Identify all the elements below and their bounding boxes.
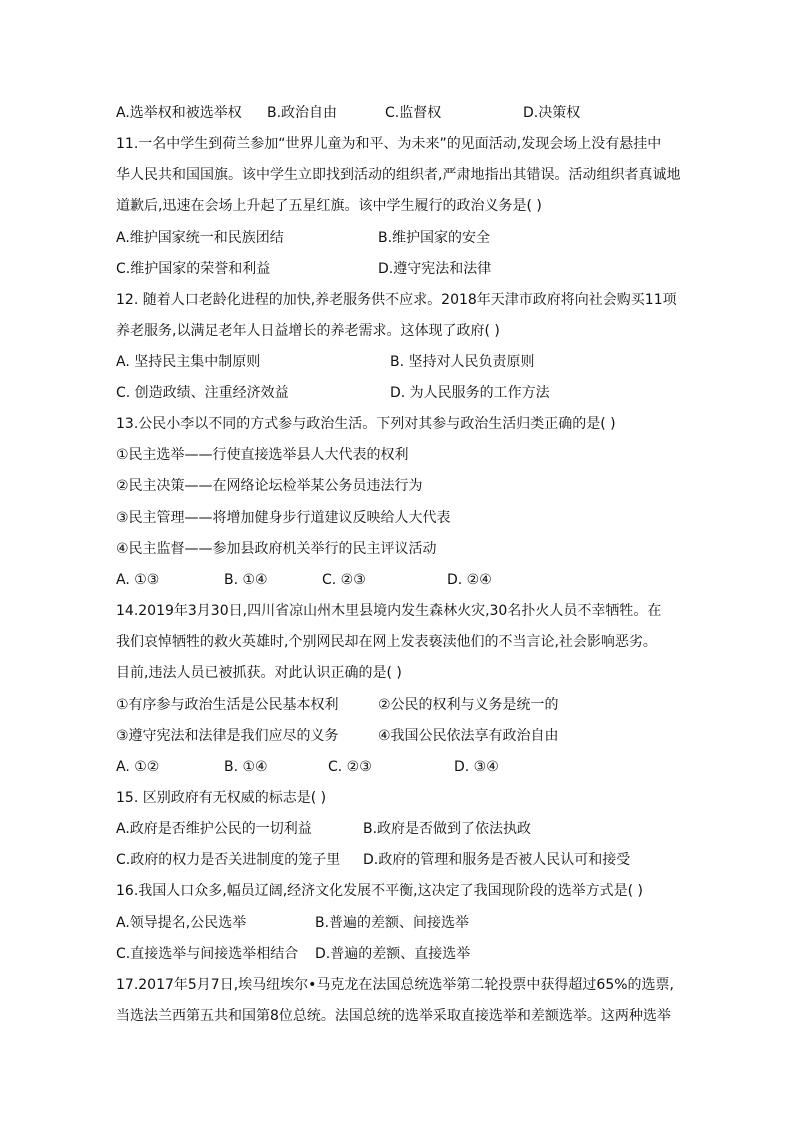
q10-option-b: B.政治自由 [267,105,338,121]
q11-stem-line-2: 华人民共和国国旗。该中学生立即找到活动的组织者,严肃地指出其错误。活动组织者真诚地 [116,167,681,183]
q14-item-4: ④我国公民依法享有政治自由 [378,728,559,744]
q12-stem-line-1: 12. 随着人口老龄化进程的加快,养老服务供不应求。2018年天津市政府将向社会购买11项 [116,292,677,308]
q14-option-a: A. ①② [116,759,160,775]
q13-option-c: C. ②③ [322,572,366,588]
q16-stem-line-1: 16.我国人口众多,幅员辽阔,经济文化发展不平衡,这决定了我国现阶段的选举方式是( ) [116,883,643,899]
q13-option-b: B. ①④ [224,572,268,588]
q17-stem-line-2: 当选法兰西第五共和国第8位总统。法国总统的选举采取直接选举和差额选举。这两种选举 [116,1008,671,1024]
q13-option-a: A. ①③ [116,572,160,588]
q14-item-1: ①有序参与政治生活是公民基本权利 [116,697,339,713]
q14-items-row-1 [116,695,716,715]
q14-option-b: B. ①④ [224,759,268,775]
q16-option-d: D.普遍的差额、直接选举 [315,946,471,962]
q15-options-row-2 [116,850,716,870]
q12-options-row-2 [116,383,716,403]
q12-options-row-1 [116,352,716,372]
q14-options [116,757,716,777]
q11-option-b: B.维护国家的安全 [378,230,491,246]
q14-stem-line-3: 目前,违法人员已被抓获。对此认识正确的是( ) [116,665,402,681]
q10-option-d: D.决策权 [523,105,581,121]
q13-item-4: ④民主监督——参加县政府机关举行的民主评议活动 [116,541,437,557]
q12-option-a: A. 坚持民主集中制原则 [116,354,261,370]
q15-option-a: A.政府是否维护公民的一切利益 [116,821,312,837]
q10-option-a: A.选举权和被选举权 [116,105,242,121]
q15-option-b: B.政府是否做到了依法执政 [363,821,532,837]
q13-item-2: ②民主决策——在网络论坛检举某公务员违法行为 [116,478,423,494]
q11-option-c: C.维护国家的荣誉和利益 [116,261,271,277]
q11-option-d: D.遵守宪法和法律 [378,261,492,277]
q14-item-3: ③遵守宪法和法律是我们应尽的义务 [116,728,339,744]
q15-option-c: C.政府的权力是否关进制度的笼子里 [116,852,341,868]
q11-option-a: A.维护国家统一和民族团结 [116,230,284,246]
q13-item-1: ①民主选举——行使直接选举县人大代表的权利 [116,447,409,463]
q12-option-c: C. 创造政绩、注重经济效益 [116,385,289,401]
q11-options-row-1 [116,228,716,248]
q14-option-c: C. ②③ [328,759,372,775]
q16-options-row-1 [116,913,716,933]
q17-stem-line-1: 17.2017年5月7日,埃马纽埃尔•马克龙在法国总统选举第二轮投票中获得超过65%的选票, [116,977,674,993]
q11-options-row-2 [116,259,716,279]
q14-option-d: D. ③④ [454,759,499,775]
q12-option-d: D. 为人民服务的工作方法 [390,385,550,401]
q13-stem-line-1: 13.公民小李以不同的方式参与政治生活。下列对其参与政治生活归类正确的是( ) [116,416,616,432]
q16-options-row-2 [116,944,716,964]
q15-stem-line-1: 15. 区别政府有无权威的标志是( ) [116,790,327,806]
q11-stem-line-1: 11.一名中学生到荷兰参加“世界儿童为和平、为未来”的见面活动,发现会场上没有悬挂中 [116,136,662,152]
q14-item-2: ②公民的权利与义务是统一的 [378,697,559,713]
q12-stem-line-2: 养老服务,以满足老年人日益增长的养老需求。这体现了政府( ) [116,323,500,339]
q14-stem-line-1: 14.2019年3月30日,四川省凉山州木里县境内发生森林火灾,30名扑火人员不幸牺牲。在 [116,603,662,619]
q10-option-c: C.监督权 [385,105,442,121]
q12-option-b: B. 坚持对人民负责原则 [390,354,535,370]
q15-option-d: D.政府的管理和服务是否被人民认可和接受 [363,852,631,868]
q13-item-3: ③民主管理——将增加健身步行道建议反映给人大代表 [116,510,451,526]
q14-stem-line-2: 我们哀悼牺牲的救火英雄时,个别网民却在网上发表亵渎他们的不当言论,社会影响恶劣。 [116,634,657,650]
q15-options-row-1 [116,819,716,839]
q16-option-c: C.直接选举与间接选举相结合 [116,946,299,962]
q14-items-row-2 [116,726,716,746]
q16-option-b: B.普遍的差额、间接选举 [315,915,470,931]
q10-options [116,103,716,123]
q13-options [116,570,716,590]
q13-option-d: D. ②④ [447,572,492,588]
q16-option-a: A.领导提名,公民选举 [116,915,247,931]
q11-stem-line-3: 道歉后,迅速在会场上升起了五星红旗。该中学生履行的政治义务是( ) [116,198,542,214]
